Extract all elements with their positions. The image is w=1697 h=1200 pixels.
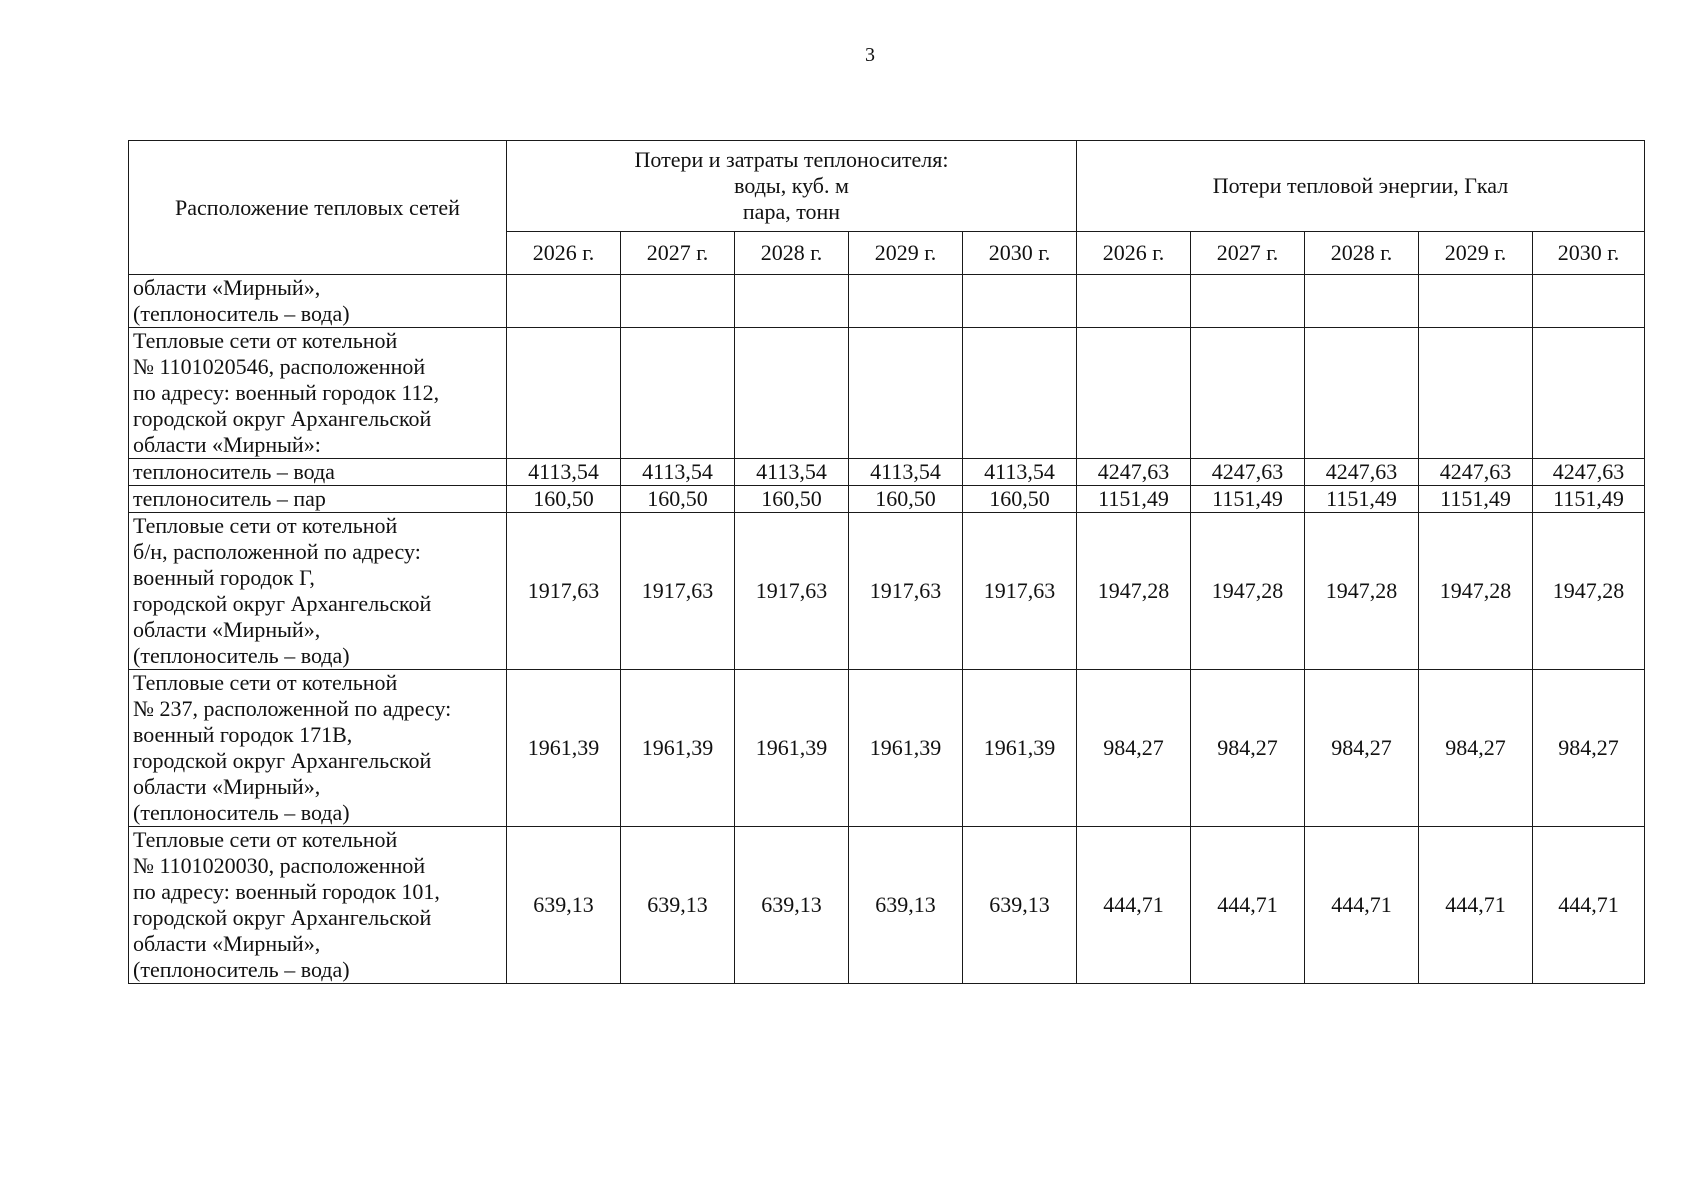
coolant-loss-cell: 1961,39 [621, 670, 735, 827]
energy-year-header: 2029 г. [1419, 232, 1533, 275]
energy-loss-cell [1191, 275, 1305, 328]
table-row [129, 513, 1645, 670]
coolant-loss-cell: 160,50 [507, 486, 621, 513]
energy-loss-cell: 984,27 [1077, 670, 1191, 827]
energy-loss-cell: 984,27 [1419, 670, 1533, 827]
coolant-header-line: пара, тонн [742, 199, 841, 224]
coolant-loss-cell: 160,50 [849, 486, 963, 513]
coolant-loss-cell: 1917,63 [507, 513, 621, 670]
coolant-loss-cell: 1961,39 [963, 670, 1077, 827]
location-text-line: теплоноситель – вода [133, 459, 335, 484]
location-text-line: городской округ Архангельской [133, 406, 432, 431]
energy-loss-cell: 1947,28 [1305, 513, 1419, 670]
location-text-line: по адресу: военный городок 101, [133, 879, 440, 904]
energy-loss-cell: 984,27 [1305, 670, 1419, 827]
coolant-loss-cell: 1917,63 [849, 513, 963, 670]
energy-loss-cell: 984,27 [1191, 670, 1305, 827]
location-text-line: № 1101020030, расположенной [133, 853, 426, 878]
location-text-line: области «Мирный», [133, 774, 321, 799]
header-row-groups [129, 141, 1645, 232]
coolant-loss-cell: 639,13 [735, 827, 849, 984]
page-number: 3 [865, 44, 875, 66]
coolant-loss-cell: 160,50 [735, 486, 849, 513]
coolant-loss-cell [735, 328, 849, 459]
coolant-loss-cell [507, 328, 621, 459]
coolant-year-header: 2026 г. [507, 232, 621, 275]
location-text-line: области «Мирный», [133, 617, 321, 642]
energy-loss-cell [1533, 275, 1645, 328]
coolant-year-header: 2029 г. [849, 232, 963, 275]
coolant-loss-cell: 160,50 [963, 486, 1077, 513]
energy-year-header: 2027 г. [1191, 232, 1305, 275]
energy-loss-cell: 1151,49 [1419, 486, 1533, 513]
network-location-cell [129, 827, 507, 984]
location-text-line: области «Мирный»: [133, 432, 321, 457]
coolant-loss-cell: 4113,54 [849, 459, 963, 486]
energy-year-header: 2028 г. [1305, 232, 1419, 275]
energy-loss-cell: 4247,63 [1533, 459, 1645, 486]
energy-loss-cell: 4247,63 [1191, 459, 1305, 486]
location-text-line: (теплоноситель – вода) [133, 800, 350, 825]
energy-loss-cell: 4247,63 [1419, 459, 1533, 486]
location-text-line: (теплоноситель – вода) [133, 301, 350, 326]
location-text-line: по адресу: военный городок 112, [133, 380, 440, 405]
coolant-loss-cell [507, 275, 621, 328]
location-text-line: Тепловые сети от котельной [133, 670, 398, 695]
coolant-loss-cell: 4113,54 [621, 459, 735, 486]
energy-loss-cell [1077, 275, 1191, 328]
table-row [129, 486, 1645, 513]
location-text-line: военный городок 171В, [133, 722, 353, 747]
energy-loss-cell: 444,71 [1419, 827, 1533, 984]
network-location-cell [129, 459, 507, 486]
coolant-loss-cell: 1961,39 [507, 670, 621, 827]
coolant-loss-cell: 639,13 [849, 827, 963, 984]
energy-loss-cell: 444,71 [1077, 827, 1191, 984]
energy-loss-cell: 4247,63 [1077, 459, 1191, 486]
location-text-line: военный городок Г, [133, 565, 315, 590]
table-header [129, 141, 1645, 275]
location-text-line: Тепловые сети от котельной [133, 328, 398, 353]
location-text-line: (теплоноситель – вода) [133, 643, 350, 668]
location-text-line: теплоноситель – пар [133, 486, 326, 511]
coolant-year-header: 2027 г. [621, 232, 735, 275]
energy-loss-cell: 444,71 [1305, 827, 1419, 984]
table-body [129, 275, 1645, 984]
energy-loss-cell: 1151,49 [1305, 486, 1419, 513]
energy-loss-cell: 4247,63 [1305, 459, 1419, 486]
coolant-loss-cell [849, 275, 963, 328]
location-column-header: Расположение тепловых сетей [129, 141, 507, 275]
energy-loss-cell [1191, 328, 1305, 459]
coolant-loss-cell: 4113,54 [735, 459, 849, 486]
network-location-cell [129, 486, 507, 513]
coolant-loss-cell: 160,50 [621, 486, 735, 513]
coolant-loss-cell: 1961,39 [849, 670, 963, 827]
coolant-loss-cell [621, 328, 735, 459]
coolant-loss-cell: 1917,63 [963, 513, 1077, 670]
energy-loss-cell [1419, 275, 1533, 328]
location-text-line: Тепловые сети от котельной [133, 827, 398, 852]
coolant-year-header: 2030 г. [963, 232, 1077, 275]
coolant-loss-cell: 1961,39 [735, 670, 849, 827]
coolant-header-line: Потери и затраты теплоносителя: [634, 147, 949, 172]
network-location-cell [129, 275, 507, 328]
energy-year-header: 2030 г. [1533, 232, 1645, 275]
location-text-line: городской округ Архангельской [133, 748, 432, 773]
energy-group-header: Потери тепловой энергии, Гкал [1077, 141, 1645, 232]
coolant-loss-cell [849, 328, 963, 459]
energy-year-header: 2026 г. [1077, 232, 1191, 275]
location-text-line: № 1101020546, расположенной [133, 354, 426, 379]
energy-loss-cell: 444,71 [1533, 827, 1645, 984]
coolant-group-header [507, 141, 1077, 232]
table-row [129, 275, 1645, 328]
energy-loss-cell [1305, 328, 1419, 459]
coolant-loss-cell: 4113,54 [507, 459, 621, 486]
coolant-loss-cell [963, 328, 1077, 459]
energy-loss-cell: 1151,49 [1533, 486, 1645, 513]
coolant-loss-cell: 1917,63 [621, 513, 735, 670]
location-text-line: № 237, расположенной по адресу: [133, 696, 452, 721]
energy-loss-cell: 1151,49 [1191, 486, 1305, 513]
location-text-line: городской округ Архангельской [133, 905, 432, 930]
coolant-year-header: 2028 г. [735, 232, 849, 275]
table-row [129, 827, 1645, 984]
energy-loss-cell [1419, 328, 1533, 459]
energy-loss-cell: 444,71 [1191, 827, 1305, 984]
coolant-loss-cell: 639,13 [963, 827, 1077, 984]
energy-loss-cell: 1947,28 [1533, 513, 1645, 670]
coolant-header-line: воды, куб. м [734, 173, 849, 198]
energy-loss-cell: 1947,28 [1077, 513, 1191, 670]
location-text-line: области «Мирный», [133, 931, 321, 956]
coolant-loss-cell [621, 275, 735, 328]
table-row [129, 328, 1645, 459]
coolant-loss-cell: 639,13 [507, 827, 621, 984]
table-row [129, 670, 1645, 827]
coolant-loss-cell: 1917,63 [735, 513, 849, 670]
coolant-loss-cell [963, 275, 1077, 328]
energy-loss-cell: 1947,28 [1191, 513, 1305, 670]
table-row [129, 459, 1645, 486]
energy-loss-cell: 984,27 [1533, 670, 1645, 827]
coolant-loss-cell: 4113,54 [963, 459, 1077, 486]
coolant-loss-cell: 639,13 [621, 827, 735, 984]
network-location-cell [129, 513, 507, 670]
energy-loss-cell [1533, 328, 1645, 459]
location-text-line: (теплоноситель – вода) [133, 957, 350, 982]
location-text-line: области «Мирный», [133, 275, 321, 300]
energy-loss-cell [1305, 275, 1419, 328]
location-text-line: городской округ Архангельской [133, 591, 432, 616]
energy-loss-cell: 1151,49 [1077, 486, 1191, 513]
heat-losses-table [128, 140, 1645, 984]
location-text-line: б/н, расположенной по адресу: [133, 539, 421, 564]
location-text-line: Тепловые сети от котельной [133, 513, 398, 538]
energy-loss-cell: 1947,28 [1419, 513, 1533, 670]
energy-loss-cell [1077, 328, 1191, 459]
coolant-loss-cell [735, 275, 849, 328]
network-location-cell [129, 328, 507, 459]
network-location-cell [129, 670, 507, 827]
